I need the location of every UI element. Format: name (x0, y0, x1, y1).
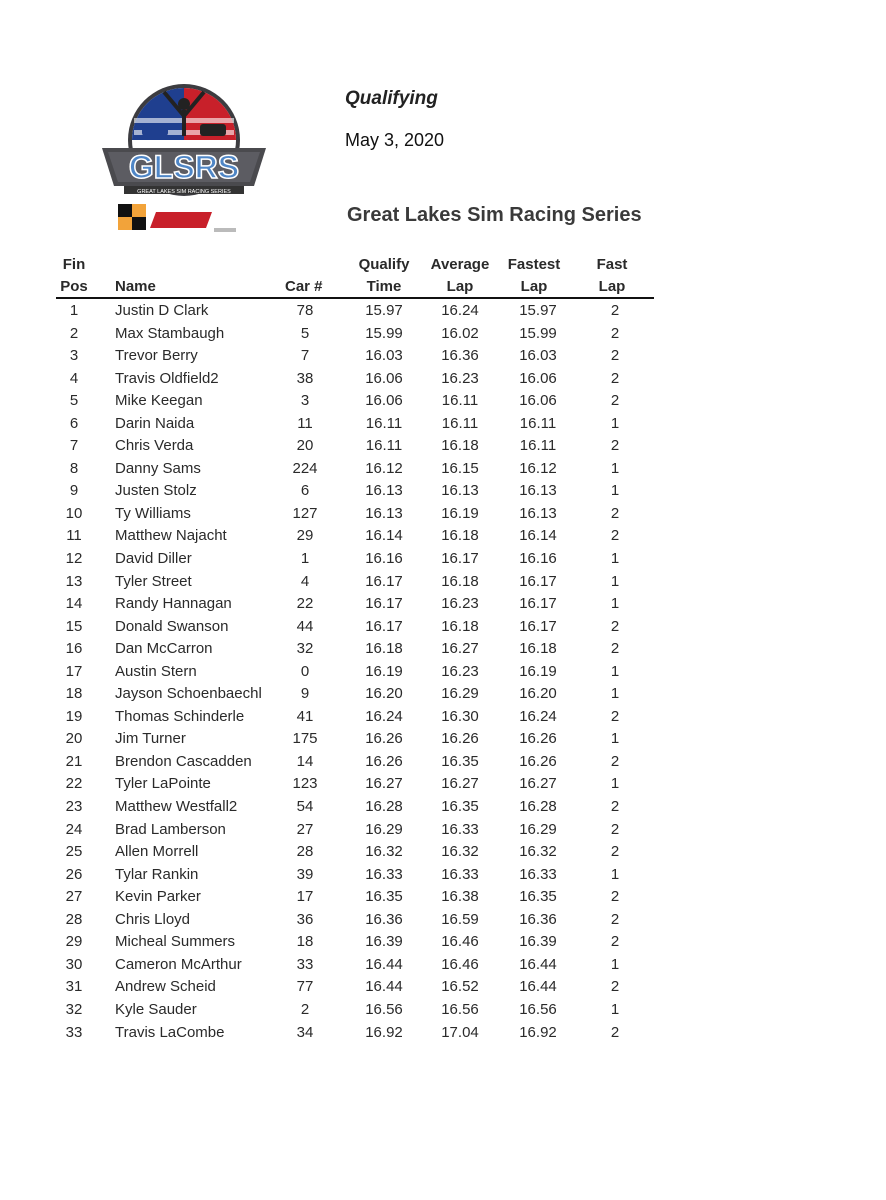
table-row (0, 571, 886, 594)
table-row (0, 683, 886, 706)
table-row (0, 773, 886, 796)
cell-fastest-lap: 16.17 (519, 572, 557, 590)
cell-car: 6 (300, 482, 310, 500)
table-row (0, 909, 886, 932)
table-row (0, 480, 886, 503)
cell-name: Brad Lamberson (115, 820, 226, 838)
cell-car: 33 (296, 955, 314, 973)
cell-fastest-lap: 16.17 (519, 595, 557, 613)
cell-name: Travis Oldfield2 (115, 369, 219, 387)
cell-fastest-lap: 16.29 (519, 820, 557, 838)
cell-average-lap: 16.18 (441, 572, 479, 590)
cell-qualify-time: 16.36 (365, 910, 403, 928)
table-row (0, 706, 886, 729)
cell-fastest-lap: 16.11 (519, 414, 557, 432)
cell-qualify-time: 16.17 (365, 595, 403, 613)
series-name: Great Lakes Sim Racing Series (347, 204, 642, 226)
cell-car: 11 (297, 414, 313, 432)
table-row (0, 728, 886, 751)
table-row (0, 593, 886, 616)
cell-name: Justen Stolz (115, 482, 197, 500)
cell-pos: 33 (65, 1023, 83, 1041)
cell-fast-lap: 2 (610, 707, 620, 725)
cell-average-lap: 16.32 (441, 843, 479, 861)
cell-pos: 13 (65, 572, 83, 590)
cell-qualify-time: 16.56 (365, 1000, 403, 1018)
cell-name: Thomas Schinderle (115, 707, 245, 725)
table-row (0, 1022, 886, 1045)
cell-name: Mike Keegan (115, 392, 203, 410)
table-row (0, 841, 886, 864)
cell-fast-lap: 2 (610, 978, 620, 996)
cell-car: 22 (296, 595, 314, 613)
table-row (0, 390, 886, 413)
cell-name: Austin Stern (115, 662, 197, 680)
cell-qualify-time: 16.18 (365, 640, 403, 658)
cell-car: 17 (296, 888, 314, 906)
header-divider (56, 297, 654, 299)
cell-name: Tylar Rankin (115, 865, 199, 883)
cell-car: 9 (300, 685, 310, 703)
cell-name: Justin D Clark (115, 302, 209, 319)
table-row (0, 661, 886, 684)
cell-pos: 18 (65, 685, 83, 703)
cell-pos: 19 (65, 707, 83, 725)
cell-fast-lap: 2 (610, 933, 620, 951)
cell-qualify-time: 16.11 (365, 437, 403, 455)
cell-average-lap: 17.04 (441, 1023, 479, 1041)
cell-car: 123 (292, 775, 318, 793)
cell-qualify-time: 15.97 (365, 302, 403, 319)
cell-pos: 10 (65, 504, 83, 522)
cell-fast-lap: 1 (610, 730, 620, 748)
cell-pos: 21 (65, 752, 83, 770)
cell-qualify-time: 16.27 (365, 775, 403, 793)
cell-average-lap: 16.35 (441, 798, 479, 816)
cell-car: 28 (296, 843, 314, 861)
cell-pos: 17 (65, 662, 83, 680)
cell-fast-lap: 1 (610, 865, 620, 883)
table-row (0, 458, 886, 481)
cell-qualify-time: 16.11 (365, 414, 403, 432)
cell-qualify-time: 16.03 (365, 347, 403, 365)
cell-car: 34 (296, 1023, 314, 1041)
header-average-lap: Average Lap (430, 256, 490, 295)
table-row (0, 548, 886, 571)
cell-fastest-lap: 16.44 (519, 978, 557, 996)
cell-fastest-lap: 16.06 (519, 369, 557, 387)
cell-qualify-time: 16.14 (365, 527, 403, 545)
cell-fast-lap: 2 (610, 843, 620, 861)
cell-car: 127 (292, 504, 318, 522)
cell-car: 54 (296, 798, 314, 816)
cell-fast-lap: 2 (610, 640, 620, 658)
cell-fastest-lap: 16.36 (519, 910, 557, 928)
header-pos: Fin Pos (60, 256, 88, 295)
cell-qualify-time: 16.19 (365, 662, 403, 680)
cell-name: Cameron McArthur (115, 955, 242, 973)
cell-name: Trevor Berry (115, 347, 198, 365)
cell-fastest-lap: 16.12 (519, 459, 557, 477)
cell-fast-lap: 1 (610, 459, 620, 477)
cell-fast-lap: 2 (610, 392, 620, 410)
cell-fastest-lap: 16.17 (519, 617, 557, 635)
cell-pos: 20 (65, 730, 83, 748)
cell-qualify-time: 16.39 (365, 933, 403, 951)
cell-average-lap: 16.33 (441, 865, 479, 883)
cell-pos: 9 (69, 482, 79, 500)
cell-qualify-time: 16.20 (365, 685, 403, 703)
cell-average-lap: 16.46 (441, 955, 479, 973)
cell-qualify-time: 16.44 (365, 955, 403, 973)
cell-average-lap: 16.46 (441, 933, 479, 951)
cell-pos: 1 (69, 302, 79, 319)
results-table (0, 300, 886, 1044)
cell-fast-lap: 2 (610, 910, 620, 928)
cell-name: Jayson Schoenbaechl (115, 685, 262, 703)
cell-qualify-time: 16.32 (365, 843, 403, 861)
cell-name: David Diller (115, 550, 192, 568)
table-row (0, 300, 886, 323)
cell-name: Allen Morrell (115, 843, 199, 861)
cell-pos: 15 (65, 617, 83, 635)
cell-name: Tyler LaPointe (115, 775, 211, 793)
cell-car: 77 (296, 978, 314, 996)
cell-fast-lap: 2 (610, 302, 620, 319)
cell-car: 175 (292, 730, 318, 748)
cell-fastest-lap: 16.92 (519, 1023, 557, 1041)
cell-fastest-lap: 16.03 (519, 347, 557, 365)
cell-qualify-time: 16.06 (365, 392, 403, 410)
cell-qualify-time: 16.24 (365, 707, 403, 725)
cell-pos: 6 (69, 414, 79, 432)
cell-car: 29 (296, 527, 314, 545)
table-row (0, 616, 886, 639)
cell-pos: 24 (65, 820, 83, 838)
cell-name: Micheal Summers (115, 933, 236, 951)
cell-pos: 32 (65, 1000, 83, 1018)
cell-average-lap: 16.36 (441, 347, 479, 365)
cell-average-lap: 16.15 (441, 459, 479, 477)
cell-name: Brendon Cascadden (115, 752, 252, 770)
cell-car: 2 (300, 1000, 310, 1018)
cell-fastest-lap: 16.16 (519, 550, 557, 568)
cell-name: Donald Swanson (115, 617, 229, 635)
cell-fast-lap: 1 (610, 662, 620, 680)
table-row (0, 368, 886, 391)
cell-car: 4 (300, 572, 310, 590)
cell-name: Tyler Street (115, 572, 192, 590)
cell-car: 41 (296, 707, 314, 725)
cell-average-lap: 16.26 (441, 730, 479, 748)
cell-name: Chris Lloyd (115, 910, 191, 928)
cell-average-lap: 16.17 (441, 550, 479, 568)
cell-fast-lap: 1 (610, 1000, 620, 1018)
cell-car: 5 (300, 324, 310, 342)
cell-fast-lap: 2 (610, 369, 620, 387)
cell-name: Kyle Sauder (115, 1000, 197, 1018)
cell-pos: 8 (69, 459, 79, 477)
header-name: Name (115, 278, 156, 295)
cell-pos: 23 (65, 798, 83, 816)
glsrs-logo (94, 78, 274, 243)
logo-subtitle: GREAT LAKES SIM RACING SERIES (137, 189, 231, 195)
cell-name: Matthew Najacht (115, 527, 227, 545)
header-fast-lap: Fast Lap (596, 256, 628, 295)
cell-name: Darin Naida (115, 414, 195, 432)
cell-fast-lap: 1 (610, 685, 620, 703)
cell-qualify-time: 16.92 (365, 1023, 403, 1041)
cell-fast-lap: 2 (610, 1023, 620, 1041)
cell-name: Max Stambaugh (115, 324, 225, 342)
cell-fast-lap: 2 (610, 888, 620, 906)
cell-fastest-lap: 16.32 (519, 843, 557, 861)
cell-fastest-lap: 16.11 (519, 437, 557, 455)
cell-pos: 25 (65, 843, 83, 861)
cell-qualify-time: 16.35 (365, 888, 403, 906)
cell-fastest-lap: 15.97 (519, 302, 557, 319)
cell-average-lap: 16.29 (441, 685, 479, 703)
cell-pos: 30 (65, 955, 83, 973)
table-row (0, 435, 886, 458)
table-row (0, 886, 886, 909)
cell-pos: 11 (66, 527, 82, 545)
table-row (0, 819, 886, 842)
cell-fast-lap: 1 (610, 414, 620, 432)
cell-fastest-lap: 16.14 (519, 527, 557, 545)
cell-pos: 2 (69, 324, 79, 342)
cell-car: 20 (296, 437, 314, 455)
cell-car: 224 (292, 459, 318, 477)
cell-average-lap: 16.59 (441, 910, 479, 928)
header-fastest-lap: Fastest Lap (507, 256, 561, 295)
cell-fast-lap: 1 (610, 775, 620, 793)
cell-average-lap: 16.11 (441, 392, 479, 410)
cell-average-lap: 16.18 (441, 437, 479, 455)
cell-pos: 26 (65, 865, 83, 883)
cell-car: 3 (300, 392, 310, 410)
cell-name: Kevin Parker (115, 888, 201, 906)
cell-car: 0 (300, 662, 310, 680)
cell-qualify-time: 16.28 (365, 798, 403, 816)
cell-fastest-lap: 16.27 (519, 775, 557, 793)
cell-fast-lap: 2 (610, 752, 620, 770)
cell-fastest-lap: 16.56 (519, 1000, 557, 1018)
cell-qualify-time: 16.13 (365, 504, 403, 522)
cell-average-lap: 16.24 (441, 302, 479, 319)
cell-qualify-time: 16.44 (365, 978, 403, 996)
cell-qualify-time: 16.33 (365, 865, 403, 883)
cell-fast-lap: 2 (610, 820, 620, 838)
cell-fastest-lap: 16.20 (519, 685, 557, 703)
cell-fast-lap: 1 (610, 572, 620, 590)
cell-car: 32 (296, 640, 314, 658)
cell-fastest-lap: 16.28 (519, 798, 557, 816)
cell-name: Dan McCarron (115, 640, 213, 658)
cell-average-lap: 16.52 (441, 978, 479, 996)
cell-qualify-time: 16.16 (365, 550, 403, 568)
cell-average-lap: 16.35 (441, 752, 479, 770)
table-row (0, 413, 886, 436)
cell-name: Randy Hannagan (115, 595, 232, 613)
cell-fast-lap: 2 (610, 527, 620, 545)
cell-pos: 27 (65, 888, 83, 906)
table-row (0, 931, 886, 954)
cell-fast-lap: 2 (610, 437, 620, 455)
cell-fastest-lap: 16.13 (519, 504, 557, 522)
cell-pos: 5 (69, 392, 79, 410)
cell-qualify-time: 16.17 (365, 572, 403, 590)
cell-qualify-time: 16.29 (365, 820, 403, 838)
cell-qualify-time: 16.26 (365, 730, 403, 748)
cell-average-lap: 16.13 (441, 482, 479, 500)
cell-name: Matthew Westfall2 (115, 798, 238, 816)
cell-pos: 12 (65, 550, 83, 568)
cell-fast-lap: 2 (610, 324, 620, 342)
cell-name: Danny Sams (115, 459, 201, 477)
cell-pos: 28 (65, 910, 83, 928)
cell-fastest-lap: 16.13 (519, 482, 557, 500)
cell-average-lap: 16.18 (441, 527, 479, 545)
table-row (0, 999, 886, 1022)
cell-average-lap: 16.18 (441, 617, 479, 635)
cell-qualify-time: 16.12 (365, 459, 403, 477)
table-row (0, 796, 886, 819)
cell-average-lap: 16.23 (441, 595, 479, 613)
cell-average-lap: 16.27 (441, 640, 479, 658)
cell-fast-lap: 2 (610, 617, 620, 635)
cell-name: Jim Turner (115, 730, 186, 748)
cell-pos: 29 (65, 933, 83, 951)
table-row (0, 638, 886, 661)
cell-car: 39 (296, 865, 314, 883)
logo-wordmark: GLSRS (128, 149, 240, 185)
cell-car: 44 (296, 617, 314, 635)
cell-car: 7 (300, 347, 310, 365)
cell-fast-lap: 1 (610, 550, 620, 568)
table-row (0, 345, 886, 368)
cell-fast-lap: 2 (610, 504, 620, 522)
cell-pos: 16 (65, 640, 83, 658)
table-row (0, 323, 886, 346)
cell-fastest-lap: 16.26 (519, 730, 557, 748)
cell-fast-lap: 2 (610, 798, 620, 816)
cell-fastest-lap: 15.99 (519, 324, 557, 342)
cell-name: Ty Williams (115, 504, 191, 522)
cell-average-lap: 16.38 (441, 888, 479, 906)
cell-qualify-time: 16.17 (365, 617, 403, 635)
cell-car: 18 (296, 933, 314, 951)
cell-average-lap: 16.56 (441, 1000, 479, 1018)
table-row (0, 503, 886, 526)
table-row (0, 751, 886, 774)
cell-fastest-lap: 16.19 (519, 662, 557, 680)
table-row (0, 864, 886, 887)
cell-fastest-lap: 16.44 (519, 955, 557, 973)
cell-average-lap: 16.33 (441, 820, 479, 838)
cell-car: 78 (296, 302, 314, 319)
cell-car: 27 (296, 820, 314, 838)
cell-fast-lap: 1 (610, 482, 620, 500)
cell-fast-lap: 1 (610, 595, 620, 613)
cell-car: 14 (296, 752, 314, 770)
cell-car: 38 (296, 369, 314, 387)
cell-qualify-time: 16.06 (365, 369, 403, 387)
header-qualify-time: Qualify Time (358, 256, 410, 295)
table-row (0, 525, 886, 548)
cell-fastest-lap: 16.39 (519, 933, 557, 951)
session-title: Qualifying (345, 88, 438, 109)
cell-average-lap: 16.02 (441, 324, 479, 342)
cell-fastest-lap: 16.24 (519, 707, 557, 725)
cell-qualify-time: 15.99 (365, 324, 403, 342)
cell-average-lap: 16.30 (441, 707, 479, 725)
cell-fast-lap: 1 (610, 955, 620, 973)
cell-average-lap: 16.11 (441, 414, 479, 432)
cell-fastest-lap: 16.06 (519, 392, 557, 410)
cell-average-lap: 16.19 (441, 504, 479, 522)
cell-car: 1 (300, 550, 310, 568)
cell-pos: 14 (65, 595, 83, 613)
event-date: May 3, 2020 (345, 130, 445, 150)
cell-name: Travis LaCombe (115, 1023, 225, 1041)
cell-pos: 4 (69, 369, 79, 387)
cell-fastest-lap: 16.33 (519, 865, 557, 883)
cell-average-lap: 16.27 (441, 775, 479, 793)
cell-pos: 31 (65, 978, 83, 996)
table-row (0, 954, 886, 977)
cell-pos: 3 (69, 347, 79, 365)
cell-average-lap: 16.23 (441, 369, 479, 387)
cell-fast-lap: 2 (610, 347, 620, 365)
cell-car: 36 (296, 910, 314, 928)
cell-fastest-lap: 16.18 (519, 640, 557, 658)
cell-name: Chris Verda (115, 437, 194, 455)
header-car: Car # (285, 278, 323, 295)
cell-fastest-lap: 16.26 (519, 752, 557, 770)
cell-fastest-lap: 16.35 (519, 888, 557, 906)
cell-pos: 7 (69, 437, 79, 455)
table-row (0, 976, 886, 999)
cell-qualify-time: 16.26 (365, 752, 403, 770)
cell-average-lap: 16.23 (441, 662, 479, 680)
cell-pos: 22 (65, 775, 83, 793)
cell-qualify-time: 16.13 (365, 482, 403, 500)
cell-name: Andrew Scheid (115, 978, 216, 996)
